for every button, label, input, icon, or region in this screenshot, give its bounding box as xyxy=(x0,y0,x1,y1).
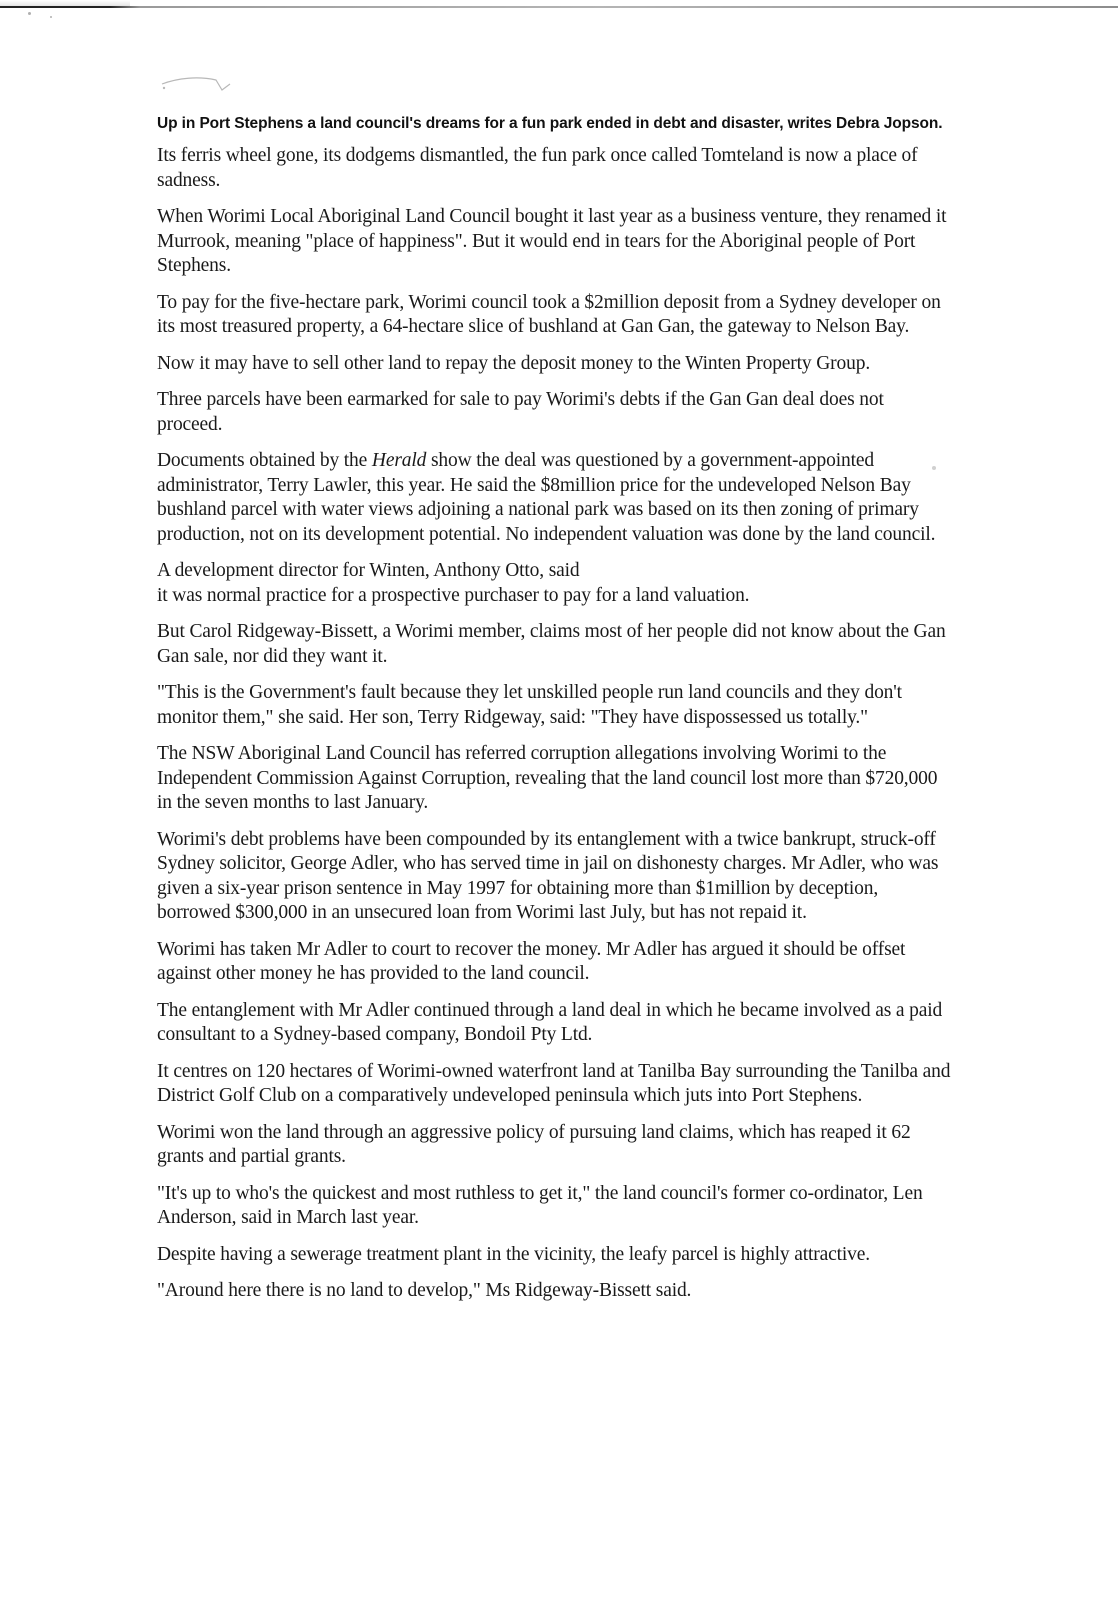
paragraph-line: It centres on 120 hectares of Worimi-owned waterfront land at Tanilba Bay surrounding the Tanilba and xyxy=(157,1060,951,1082)
paragraph xyxy=(157,681,1097,730)
paragraph-line: Murrook, meaning "place of happiness". But it would end in tears for the Aboriginal people of Port xyxy=(157,230,916,252)
paragraph-line: Three parcels have been earmarked for sale to pay Worimi's debts if the Gan Gan deal does not xyxy=(157,389,884,410)
standfirst-line: Jopson. xyxy=(883,115,943,132)
article-standfirst xyxy=(157,114,1097,134)
paragraph-line: Independent Commission Against Corruption, revealing that the land council lost more than $720,000 xyxy=(157,767,938,789)
paragraph-line: Despite having a sewerage treatment plant in the vicinity, the leafy parcel is highly attractive. xyxy=(157,1243,870,1265)
paragraph-line: proceed. xyxy=(157,413,223,435)
paragraph-line: Sydney solicitor, George Adler, who has served time in jail on dishonesty charges. Mr Adler, who was xyxy=(157,853,939,874)
paragraph xyxy=(157,291,1097,340)
paragraph xyxy=(157,999,1097,1048)
paragraph-line: borrowed $300,000 in an unsecured loan from Worimi last July, but has not repaid it. xyxy=(157,902,807,923)
paragraph xyxy=(157,938,1097,987)
paragraph-line: Anderson, said in March last year. xyxy=(157,1207,419,1228)
paragraph-line: Gan sale, nor did they want it. xyxy=(157,645,388,667)
paragraph xyxy=(157,388,1097,437)
paragraph xyxy=(157,1279,1097,1304)
herald-suffix: show the deal was questioned by a government-appointed xyxy=(426,450,874,471)
paragraph-line: consultant to a Sydney-based company, Bondoil Pty Ltd. xyxy=(157,1024,593,1045)
paragraph-line: When Worimi Local Aboriginal Land Council bought it last year as a business venture, they renamed it xyxy=(157,206,947,227)
paragraph-line: Stephens. xyxy=(157,255,231,276)
paragraph-line: Now it may have to sell other land to repay the deposit money to the Winten Property Group. xyxy=(157,352,871,374)
paragraph-line: in the seven months to last January. xyxy=(157,792,429,813)
paragraph-line: grants and partial grants. xyxy=(157,1146,346,1167)
paragraph xyxy=(157,205,1097,279)
paragraph xyxy=(157,742,1097,816)
scan-edge-line xyxy=(0,6,1118,8)
paragraph xyxy=(157,1060,1097,1109)
herald-prefix: Documents obtained by the xyxy=(157,450,372,471)
paragraph-line: The NSW Aboriginal Land Council has referred corruption allegations involving Worimi to the xyxy=(157,743,887,764)
paragraph-line: "Around here there is no land to develop," Ms Ridgeway-Bissett said. xyxy=(157,1280,692,1301)
paragraph-line: To pay for the five-hectare park, Worimi council took a $2million deposit from a Sydney developer on xyxy=(157,291,941,313)
paragraph-line: But Carol Ridgeway-Bissett, a Worimi member, claims most of her people did not know about the Gan xyxy=(157,621,946,642)
paragraph-line: bushland parcel with water views adjoining a national park was based on its then zoning of primary xyxy=(157,499,919,520)
article xyxy=(157,114,1097,1316)
paragraph-line: monitor them," she said. Her son, Terry Ridgeway, said: "They have dispossessed us totally." xyxy=(157,706,868,728)
paragraph-line: District Golf Club on a comparatively undeveloped peninsula which juts into Port Stephens. xyxy=(157,1085,863,1106)
paragraph-line: Worimi's debt problems have been compounded by its entanglement with a twice bankrupt, struck-off xyxy=(157,828,936,850)
paragraph-line: Worimi won the land through an aggressive policy of pursuing land claims, which has reaped it 62 xyxy=(157,1121,911,1143)
paragraph xyxy=(157,620,1097,669)
paragraph xyxy=(157,1182,1097,1231)
standfirst-line: Up in Port Stephens a land council's dreams for a fun park ended in debt and disaster, writes Debra xyxy=(157,115,880,132)
paragraph-line: against other money he has provided to the land council. xyxy=(157,963,590,984)
herald-word: Herald xyxy=(371,450,427,471)
paragraph-line: Its ferris wheel gone, its dodgems dismantled, the fun park once called Tomteland is now a place of xyxy=(157,145,918,166)
paragraph xyxy=(157,352,1097,377)
paragraph-line: "It's up to who's the quickest and most ruthless to get it," the land council's former co-ordinator, Len xyxy=(157,1182,923,1204)
paragraph xyxy=(157,1243,1097,1268)
paragraph-line: its most treasured property, a 64-hectare slice of bushland at Gan Gan, the gateway to Nelson Bay. xyxy=(157,316,910,337)
paragraph-line xyxy=(157,449,1097,474)
paragraph-line: production, not on its development potential. No independent valuation was done by the land council. xyxy=(157,523,936,545)
paragraph xyxy=(157,144,1097,193)
paragraph-line: given a six-year prison sentence in May 1997 for obtaining more than $1million by deception, xyxy=(157,877,879,899)
scan-speck xyxy=(50,16,52,18)
scan-pen-mark xyxy=(158,72,248,94)
paragraph-line: it was normal practice for a prospective purchaser to pay for a land valuation. xyxy=(157,584,750,606)
paragraph-line: "This is the Government's fault because they let unskilled people run land councils and they don't xyxy=(157,682,902,703)
paragraph xyxy=(157,828,1097,926)
paragraph xyxy=(157,559,1097,608)
paragraph xyxy=(157,449,1097,547)
paragraph-line: Worimi has taken Mr Adler to court to recover the money. Mr Adler has argued it should be offset xyxy=(157,938,906,960)
paragraph-line: sadness. xyxy=(157,169,221,191)
scan-speck xyxy=(28,12,31,15)
paragraph xyxy=(157,1121,1097,1170)
paragraph-line: administrator, Terry Lawler, this year. He said the $8million price for the undeveloped Nelson Bay xyxy=(157,474,911,496)
paragraph-line: A development director for Winten, Anthony Otto, said xyxy=(157,560,580,581)
paragraph-line: The entanglement with Mr Adler continued through a land deal in which he became involved as a paid xyxy=(157,999,943,1021)
